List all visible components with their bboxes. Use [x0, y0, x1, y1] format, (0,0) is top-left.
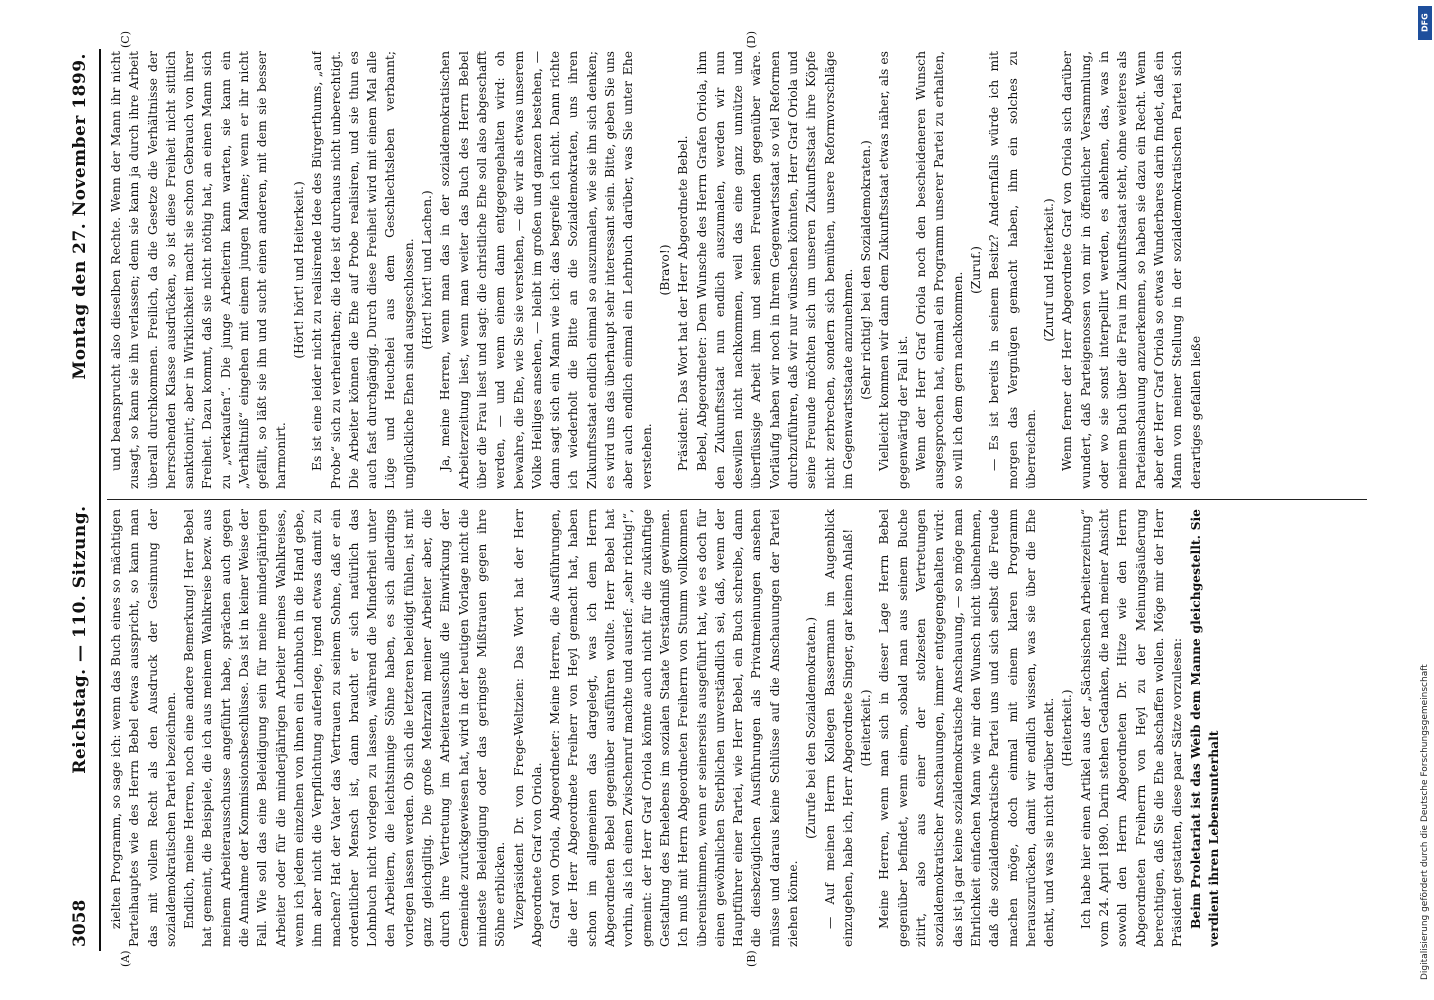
- paragraph: Wenn ferner der Herr Abgeordnete Graf von Oriola sich darüber wundert, daß Parteigenossen von mir in öffentlicher Versammlung, oder wo sie sonst interpellirt werden, es ablehnen, das, was in meinem Buch über die Frau im Zukunftsstaat steht, ohne weiteres als Parteianschauung anzuerkennen, so haben sie dazu ein Recht. Wenn aber der Herr Graf Oriola so etwas Wunderbares darin findet, daß ein Mann von meiner Stellung in der sozialdemokratischen Partei sich derartiges gefallen ließe: [1060, 51, 1203, 489]
- session-title: Reichstag. — 110. Sitzung.: [70, 505, 90, 774]
- paragraph: und beansprucht also dieselben Rechte. Wenn der Mann ihr nicht zusagt, so kann sie ihn verlassen; denn sie kann ja durch ihre Arbeit überall durchkommen. Freilich, da die Gesetze die Verhältnisse der herrschenden Klasse ausdrücken, so ist diese Freiheit nicht sittlich sanktionirt; aber in Wirklichkeit macht sie schon Gebrauch von ihrer Freiheit. Dazu kommt, daß sie nicht nöthig hat, an einen Mann sich zu „verkaufen“. Die junge Arbeiterin kann warten, sie kann ein „Verhältniß“ eingehen mit einem jungen Manne; wenn er ihr nicht gefällt, so läßt sie ihn und sucht einen anderen, mit dem sie besser harmonirt.: [109, 51, 288, 489]
- paragraph: Wenn der Herr Graf Oriola noch den bescheideneren Wunsch ausgesprochen hat, einmal ein Programm unserer Partei zu erhalten, so will ich dem gern nachkommen.: [914, 51, 965, 489]
- paragraph: Vielleicht kommen wir dann dem Zukunftsstaat etwas näher, als es gegenwärtig der Fall ist.: [877, 51, 910, 489]
- right-column: [107, 51, 1369, 489]
- interjection: (Heiterkeit.): [859, 689, 874, 767]
- paragraph: Graf von Oriola, Abgeordneter: Meine Herren, die Ausführungen, die der Herr Abgeordnete Freiherr von Heyl gemacht hat, haben schon im allgemeinen das dargelegt, was ich dem Herrn Abgeordneten Bebel gegenüber ausführen wollte. Herr Bebel hat vorhin, als ich einen Zwischenruf machte und ausrief: „sehr richtig!“, gemeint: der Herr Graf Oriola könnte auch nicht für die zukünftige Gestaltung des Ehelebens im sozialen Staate Verständniß gewinnen. Ich muß mit Herrn Abgeordneten Freiherrn von Stumm vollkommen übereinstimmen, wenn er seinerseits ausgeführt hat, wie es doch für einen gewöhnlichen Sterblichen unverständlich sei, daß, wenn der Hauptführer einer Partei, wie Herr Bebel, ein Buch schreibe, dann die diesbezüglichen Ausführungen als Privatmeinungen ansehen müsse und daraus keine Schlüsse auf die Anschauungen der Partei ziehen könne.: [548, 509, 800, 947]
- paragraph: zielten Programm, so sage ich: wenn das Buch eines so mächtigen Parteihauptes wie des Herrn Bebel etwas ausspricht, so kann man das mit vollem Recht als den Ausdruck der Gesinnung der sozialdemokratischen Partei bezeichnen.: [109, 509, 178, 947]
- paragraph: Präsident: Das Wort hat der Herr Abgeordnete Bebel.: [676, 135, 691, 471]
- column-divider: [107, 499, 1367, 500]
- margin-marker-d: (D): [745, 31, 758, 49]
- page-header: [63, 35, 97, 965]
- paragraph: — Es ist bereits in seinem Besitz? Andernfalls würde ich mit morgen das Vergnügen gemacht haben, ihm ein solches zu überreichen.: [987, 51, 1038, 489]
- paragraph: Vizepräsident Dr. von Frege-Weltzien: Das Wort hat der Herr Abgeordnete Graf von Oriola.: [511, 509, 544, 947]
- document-page: [55, 31, 1379, 967]
- dfg-logo: DFG: [1418, 6, 1432, 40]
- interjection: (Heiterkeit.): [1060, 689, 1075, 767]
- paragraph: Endlich, meine Herren, noch eine andere Bemerkung! Herr Bebel hat gemeint, die Beispiele, die ich aus meinem Wahlkreise bezw. aus meinem Arbeiterausschusse angeführt habe, sprächen auch gegen die Annahme der Kommissionsbeschlüsse. Das ist in keiner Weise der Fall. Wie soll das eine Beleidigung sein für meine minderjährigen Arbeiter oder für die minderjährigen Arbeiter meines Wahlkreises, wenn ich jedem einzelnen von ihnen ein Lohnbuch in die Hand gebe, ihm aber nicht die Verpflichtung auferlege, irgend etwas damit zu machen? Hat der Vater das Vertrauen zu seinem Sohne, daß er ein ordentlicher Mensch ist, dann braucht er sich natürlich das Lohnbuch nicht vorlegen zu lassen, während die Minderheit unter den Arbeitern, die leichtsinnige Söhne haben, es sich allerdings vorlegen lassen werden. Ob sich die letzteren beleidigt fühlen, ist mit ganz gleichgiltig. Die große Mehrzahl meiner Arbeiter aber, die durch ihre Vertretung im Arbeiterausschuß die Einwirkung der Gemeinde zurückgewiesen hat, wird in der heutigen Vorlage nicht die mindeste Beleidigung oder das geringste Mißtrauen gegen ihre Söhne erblicken.: [182, 509, 508, 947]
- paragraph: Ja, meine Herren, wenn man das in der sozialdemokratischen Arbeiterzeitung liest, wenn man weiter das Buch des Herrn Bebel über die Frau liest und sagt: die christliche Ehe soll also abgeschafft werden, — und wenn einem dann entgegengehalten wird: oh bewahre, die Ehe, wie Sie sie verstehen, — die wir als etwas unserem Volke Heiliges ansehen, — bleibt im großen und ganzen bestehen, — dann sagt sich ein Mann wie ich: das begreife ich nicht. Dann richte ich wiederholt die Bitte an die Sozialdemokraten, uns ihren Zukunftsstaat endlich einmal so auszumalen, wie sie ihn sich denken; es wird uns das überhaupt sehr interessant sein. Bitte, geben Sie uns aber auch endlich einmal ein Lehrbuch darüber, was Sie unter Ehe verstehen.: [438, 51, 654, 489]
- paragraph: Meine Herren, wenn man sich in dieser Lage Herrn Bebel gegenüber befindet, wenn einem, sobald man aus seinem Buche zitirt, also aus einer der stolzesten Vertretungen sozialdemokratischer Anschauungen, immer entgegengehalten wird: das ist ja gar keine sozialdemokratische Anschauung, — so möge man Ehrlichkeit einfachen Mann wie mir den Wunsch nicht übelnehmen, daß die sozialdemokratische Partei uns und sich selbst die Freude machen möge, doch einmal mit einem klaren Programm herauszurücken, damit wir endlich wissen, was sie über die Ehe denkt, und was sie nicht darüber denkt.: [877, 509, 1057, 947]
- page-number: 3058: [70, 899, 90, 947]
- paragraph: — Auf meinen Herrn Kollegen Bassermann im Augenblick einzugehen, habe ich, Herr Abgeordnete Singer, gar keinen Anlaß!: [822, 509, 855, 947]
- left-column: [107, 509, 1369, 947]
- paragraph: Es ist eine leider nicht zu realisirende Idee des Bürgerthums, „auf Probe“ sich zu verheirathen; die Idee ist durchaus nicht unberechtigt. Die Arbeiter können die Ehe auf Probe realisiren, und sie thun es auch fast durchgängig. Durch diese Freiheit wird mit einem Mal alle Lüge und Heuchelei aus dem Geschlechtsleben verbannt; unglückliche Ehen sind ausgeschlossen.: [310, 51, 416, 489]
- interjection: (Hört! hört! und Lachen.): [420, 190, 435, 350]
- session-date: Montag den 27. November 1899.: [70, 53, 90, 380]
- quote: Beim Proletariat ist das Weib dem Manne gleichgestellt. Sie verdient ihren Lebensunterhalt: [1187, 509, 1221, 947]
- interjection: (Zurufe bei den Sozialdemokraten.): [804, 617, 819, 839]
- paragraph: Bebel, Abgeordneter: Dem Wunsche des Herrn Grafen Oriola, ihm den Zukunftsstaat nun endlich auszumalen, werden wir nun deswillen nicht nachkommen, weil das eine ganz unnütze und überflüssige Arbeit ihm und seinen Freunden gegenüber wäre. Vorläufig haben wir noch in Ihrem Gegenwartsstaat so viel Reformen durchzuführen, daß wir nur wünschen könnten, Herr Graf Oriola und seine Freunde möchten sich um unseren Zukunftsstaat ihre Köpfe nicht zerbrechen, sondern sich bemühen, unsere Reformvorschläge im Gegenwartsstaate anzunehmen.: [694, 51, 855, 489]
- paragraph: Ich habe hier einen Artikel aus der „Sächsischen Arbeiterzeitung“ vom 24. April 1890. Darin stehen Gedanken, die nach meiner Ansicht sowohl den Herrn Abgeordneten Dr. Hitze wie den Herrn Abgeordneten Freiherrn von Heyl zu der Meinungsäußerung berechtigen, daß Sie die Ehe abschaffen wollen. Möge mir der Herr Präsident gestatten, diese paar Sätze vorzulesen:: [1078, 509, 1185, 947]
- interjection: (Hört! hört! und Heiterkeit.): [291, 181, 306, 359]
- interjection: (Sehr richtig! bei den Sozialdemokraten.): [859, 140, 874, 400]
- digitization-credit: Digitalisierung gefördert durch die Deutsche Forschungsgemeinschaft: [1420, 664, 1430, 980]
- margin-marker-c: (C): [119, 31, 132, 48]
- interjection: (Zuruf.): [968, 246, 983, 294]
- margin-marker-b: (B): [745, 950, 758, 967]
- margin-marker-a: (A): [119, 950, 132, 967]
- interjection: (Zuruf und Heiterkeit.): [1042, 198, 1057, 342]
- interjection: (Bravo!): [657, 244, 672, 296]
- header-rule: [99, 49, 101, 951]
